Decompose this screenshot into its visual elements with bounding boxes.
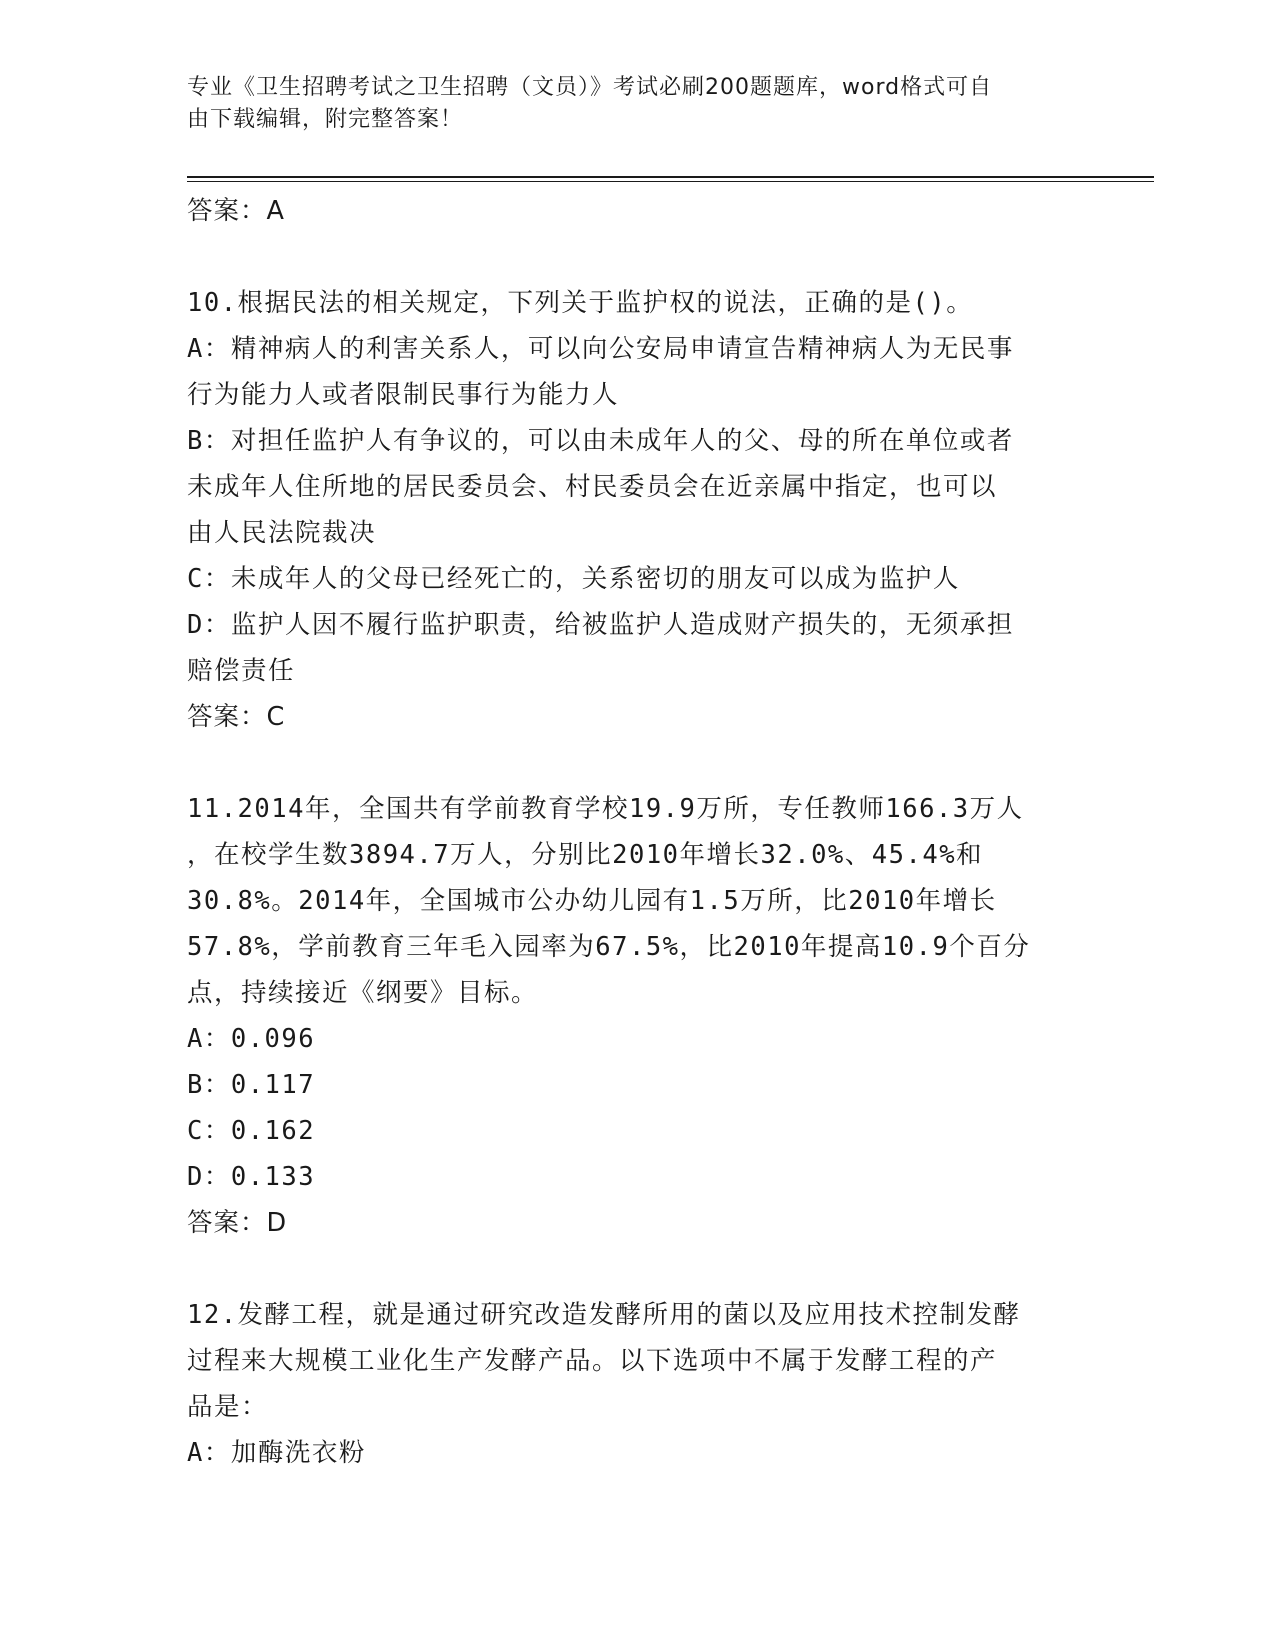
option-a: A：精神病人的利害关系人，可以向公安局申请宣告精神病人为无民事 — [187, 334, 1014, 364]
option-b: B：对担任监护人有争议的，可以由未成年人的父、母的所在单位或者 — [187, 426, 1014, 456]
spacer — [187, 1246, 1087, 1292]
answer-line: 答案：D — [187, 1208, 288, 1238]
question-12 — [187, 1292, 1087, 1476]
header-title-line: 由下载编辑，附完整答案！ — [187, 107, 464, 132]
option-b: B：0.117 — [187, 1070, 316, 1100]
question-stem-continued: 点，持续接近《纲要》目标。 — [187, 978, 539, 1008]
question-stem: 10.根据民法的相关规定，下列关于监护权的说法，正确的是()。 — [187, 288, 974, 318]
answer-line: 答案：A — [187, 196, 285, 226]
question-stem-continued: ，在校学生数3894.7万人，分别比2010年增长32.0%、45.4%和 — [187, 840, 984, 870]
question-content — [187, 188, 1087, 1476]
header-divider-thin — [187, 181, 1154, 182]
header-title-line: 专业《卫生招聘考试之卫生招聘（文员）》考试必刷200题题库，word格式可自 — [187, 75, 993, 100]
option-a-continued: 行为能力人或者限制民事行为能力人 — [187, 380, 620, 410]
question-stem-continued: 过程来大规模工业化生产发酵产品。以下选项中不属于发酵工程的产 — [187, 1346, 998, 1376]
option-b-continued: 由人民法院裁决 — [187, 518, 377, 548]
option-d: D：监护人因不履行监护职责，给被监护人造成财产损失的，无须承担 — [187, 610, 1014, 640]
spacer — [187, 740, 1087, 786]
question-11 — [187, 786, 1087, 1246]
page-header — [187, 72, 1077, 136]
option-a: A：0.096 — [187, 1024, 316, 1054]
question-stem-continued: 品是： — [187, 1392, 269, 1422]
question-stem-continued: 57.8%，学前教育三年毛入园率为67.5%，比2010年提高10.9个百分 — [187, 932, 1031, 962]
option-d: D：0.133 — [187, 1162, 316, 1192]
option-a: A：加酶洗衣粉 — [187, 1438, 366, 1468]
option-c: C：0.162 — [187, 1116, 316, 1146]
question-stem: 11.2014年，全国共有学前教育学校19.9万所，专任教师166.3万人 — [187, 794, 1024, 824]
option-d-continued: 赔偿责任 — [187, 656, 296, 686]
question-stem-continued: 30.8%。2014年，全国城市公办幼儿园有1.5万所，比2010年增长 — [187, 886, 997, 916]
question-stem: 12.发酵工程，就是通过研究改造发酵所用的菌以及应用技术控制发酵 — [187, 1300, 1021, 1330]
option-c: C：未成年人的父母已经死亡的，关系密切的朋友可以成为监护人 — [187, 564, 960, 594]
answer-line: 答案：C — [187, 702, 286, 732]
question-10 — [187, 280, 1087, 740]
header-divider-thick — [187, 176, 1154, 178]
spacer — [187, 234, 1087, 280]
option-b-continued: 未成年人住所地的居民委员会、村民委员会在近亲属中指定，也可以 — [187, 472, 998, 502]
